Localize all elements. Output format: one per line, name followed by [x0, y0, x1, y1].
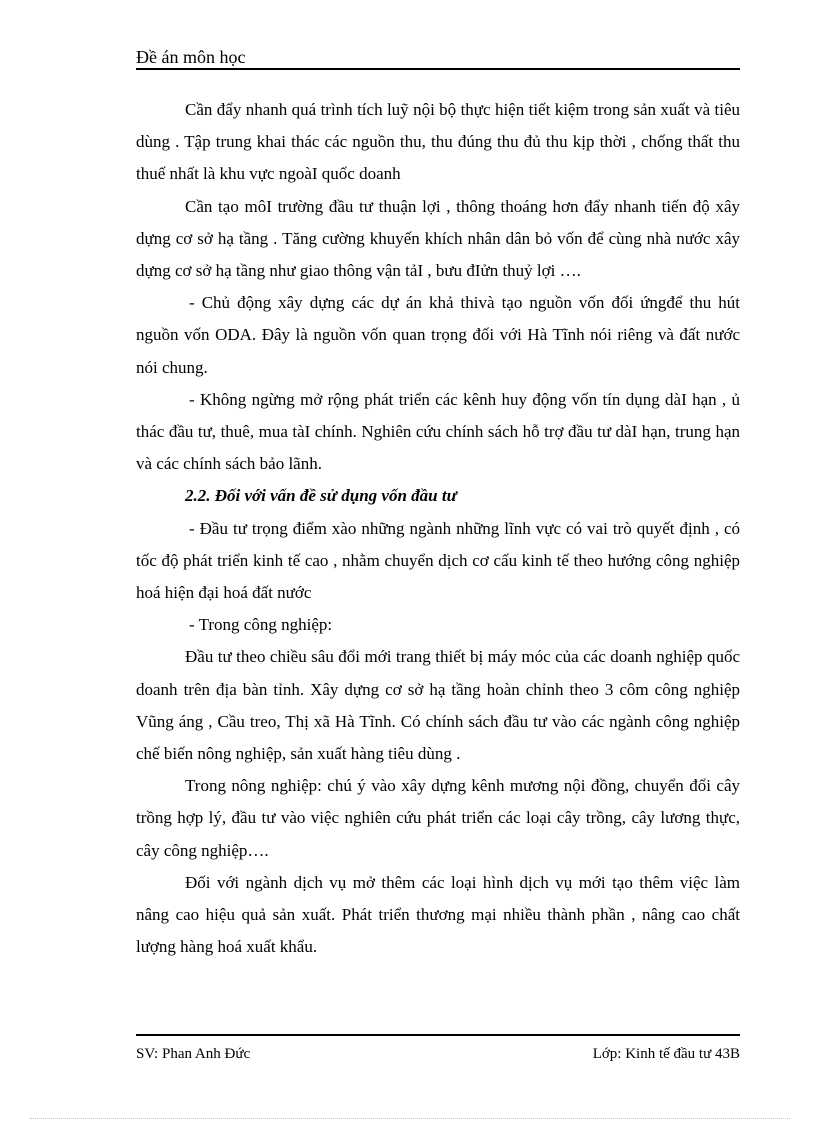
page-bottom-dotted-line — [30, 1118, 790, 1119]
section-heading: 2.2. Đối với vấn đề sử dụng vốn đầu tư — [185, 486, 457, 506]
footer-divider — [136, 1034, 740, 1036]
paragraph-agriculture: Trong nông nghiệp: chú ý vào xây dựng kênh mương nội đồng, chuyển đổi cây trồng hợp lý, đầu tư vào việc nghiên cứu phát triển các loại cây trồng, cây lương thực, cây công nghiệp…. — [136, 776, 740, 860]
footer-class: Lớp: Kinh tế đầu tư 43B — [592, 1046, 740, 1062]
header-divider — [136, 68, 740, 70]
page-footer — [136, 1044, 740, 1064]
paragraph-industry: Đầu tư theo chiều sâu đổi mới trang thiết bị máy móc của các doanh nghiệp quốc doanh trên địa bàn tỉnh. Xây dựng cơ sở hạ tầng hoàn chỉnh theo 3 côm công nghiệp Vũng áng , Cầu treo, Thị xã Hà Tĩnh. Có chính sách đầu tư vào các ngành công nghiệp chế biến nông nghiệp, sản xuất hàng tiêu dùng . — [136, 647, 740, 764]
paragraph-credit-channels: - Không ngừng mở rộng phát triển các kênh huy động vốn tín dụng dàI hạn , ủ thác đầu tư, thuê, mua tàI chính. Nghiên cứu chính sách hỗ trợ đầu tư dàI hạn, trung hạn và các chính sách bảo lãnh. — [136, 389, 740, 474]
paragraph-services: Đối với ngành dịch vụ mở thêm các loại hình dịch vụ mới tạo thêm việc làm nâng cao hiệu quả sản xuất. Phát triển thương mại nhiều thành phần , nâng cao chất lượng hàng hoá xuất khẩu. — [136, 872, 740, 957]
paragraph-savings: Cần đẩy nhanh quá trình tích luỹ nội bộ thực hiện tiết kiệm trong sản xuất và tiêu dùng . Tập trung khai thác các nguồn thu, thu đúng thu đủ thu kịp thời , chống thất thu thuế nhất là khu vực ngoàI quốc doanh — [136, 100, 740, 184]
paragraph-investment-environment: Cần tạo môI trường đầu tư thuận lợi , thông thoáng hơn đẩy nhanh tiến độ xây dựng cơ sở hạ tầng . Tăng cường khuyến khích nhân dân bỏ vốn để cùng nhà nước xây dựng cơ sở hạ tầng như giao thông vận tảI , bưu đIửn thuỷ lợi …. — [136, 196, 740, 281]
footer-student: SV: Phan Anh Đức — [136, 1046, 251, 1062]
paragraph-key-investment: - Đầu tư trọng điểm xào những ngành những lĩnh vực có vai trò quyết định , có tốc độ phát triển kinh tế cao , nhằm chuyển dịch cơ cấu kinh tế theo hướng công nghiệp hoá hiện đại hoá đất nước — [136, 518, 740, 603]
paragraph-oda-projects: - Chủ động xây dựng các dự án khả thivà tạo nguồn vốn đối ứngđể thu hút nguồn vốn ODA. Đây là nguồn vốn quan trọng đối với Hà Tĩnh nói riêng và đất nước nói chung. — [136, 293, 740, 377]
document-body — [136, 94, 740, 963]
paragraph-industry-label: - Trong công nghiệp: — [189, 615, 333, 635]
page-header-title: Đề án môn học — [136, 47, 246, 67]
